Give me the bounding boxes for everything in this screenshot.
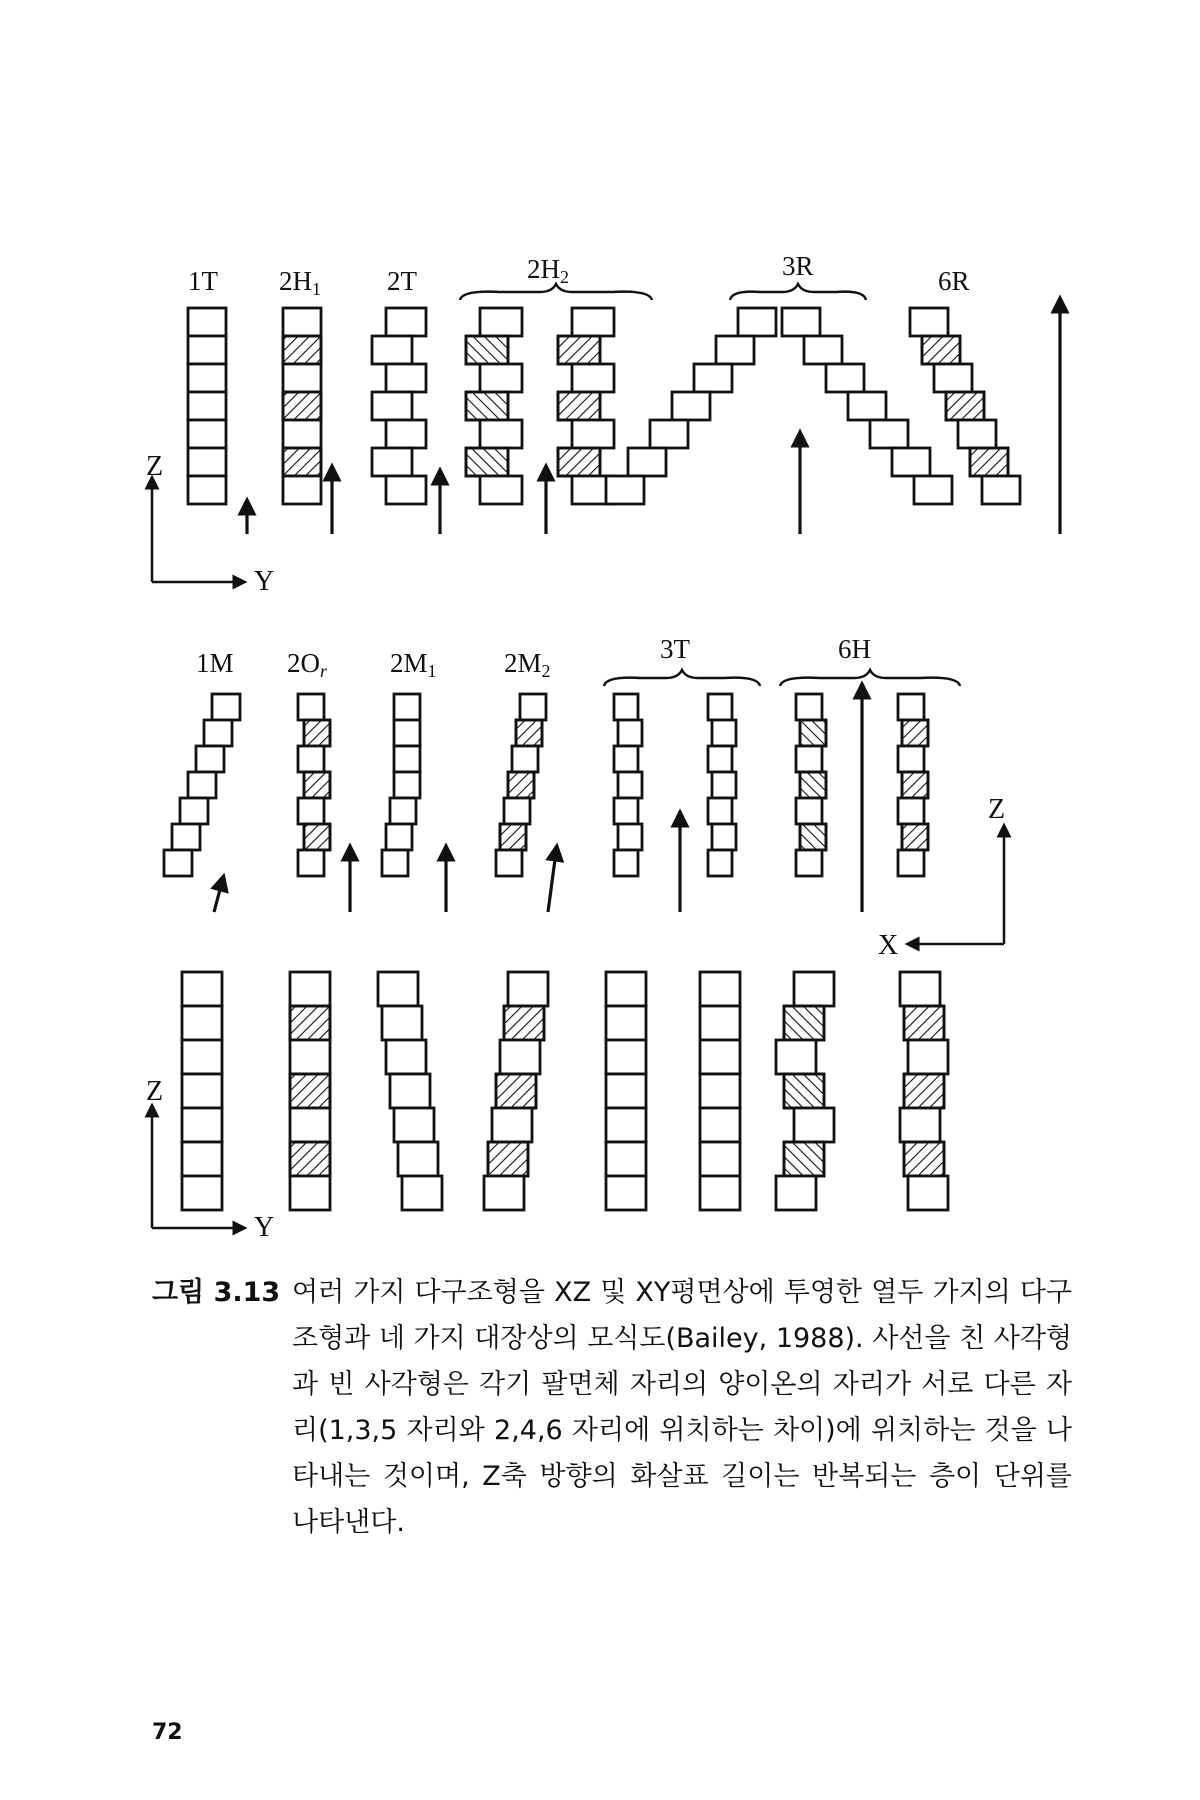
r3-7-box-2: [776, 1040, 816, 1074]
6Hb-box-2: [898, 746, 924, 772]
label-1M: 1M: [196, 648, 234, 678]
3Tb-box-4: [708, 798, 732, 824]
r3-4-box-3-hatch: [496, 1074, 536, 1108]
2H1-box-3-hatch: [283, 392, 321, 420]
r3-4-box-4: [492, 1108, 532, 1142]
r3-8-box-3-hatch: [904, 1074, 944, 1108]
2M1-box-3: [394, 772, 420, 798]
1M-box-0: [212, 694, 240, 720]
r3-6-box-3: [700, 1074, 740, 1108]
r3-8-box-2: [908, 1040, 948, 1074]
2M1-box-5: [386, 824, 412, 850]
r3-2-box-3-hatch: [290, 1074, 330, 1108]
3Rb-box-6: [914, 476, 952, 504]
6Hb-box-3-hatch: [902, 772, 928, 798]
1M-box-6: [164, 850, 192, 876]
r3-6-box-0: [700, 972, 740, 1006]
2H2b-box-2: [572, 364, 614, 392]
r3-1-box-1: [182, 1006, 222, 1040]
2Or-box-2: [298, 746, 324, 772]
r3-3-box-6: [402, 1176, 442, 1210]
r3-5-box-5: [606, 1142, 646, 1176]
6R-box-2: [934, 364, 972, 392]
2H2b-box-5-hatch: [558, 448, 600, 476]
row1-stacks: [188, 308, 1020, 504]
2H1-box-2: [283, 364, 321, 392]
2M1-box-6: [382, 850, 408, 876]
3Tb-box-2: [708, 746, 732, 772]
2T-box-3: [372, 392, 412, 420]
r3-5-box-2: [606, 1040, 646, 1074]
3Ta-box-2: [614, 746, 638, 772]
2T-box-0: [386, 308, 426, 336]
r3-1-box-0: [182, 972, 222, 1006]
3Tb-box-3: [712, 772, 736, 798]
2M1-box-0: [394, 694, 420, 720]
2H1-box-0: [283, 308, 321, 336]
brace-2H2: [460, 284, 652, 300]
2M1-box-4: [390, 798, 416, 824]
row2-stacks: [164, 694, 928, 876]
2M2-box-6: [496, 850, 522, 876]
r3-2-box-2: [290, 1040, 330, 1074]
6Ha-box-1-hatch: [800, 720, 826, 746]
2M2-box-3-hatch: [508, 772, 534, 798]
r3-8-box-1-hatch: [904, 1006, 944, 1040]
r3-3-box-5: [398, 1142, 438, 1176]
r3-2-box-4: [290, 1108, 330, 1142]
r3-3-box-3: [390, 1074, 430, 1108]
1T-box-5: [188, 448, 226, 476]
6Hb-box-0: [898, 694, 924, 720]
r3-1-box-5: [182, 1142, 222, 1176]
3Ta-box-5: [618, 824, 642, 850]
2H1-box-6: [283, 476, 321, 504]
r3-1-box-2: [182, 1040, 222, 1074]
r3-7-box-1-hatch: [784, 1006, 824, 1040]
2Or-box-6: [298, 850, 324, 876]
r3-2-box-5-hatch: [290, 1142, 330, 1176]
2Or-box-1-hatch: [304, 720, 330, 746]
2H2a-box-2: [480, 364, 522, 392]
2Or-box-4: [298, 798, 324, 824]
y-axis-label-row3: Y: [254, 1212, 275, 1243]
2M2-box-0: [520, 694, 546, 720]
arrow-2M2: [548, 852, 556, 912]
r3-1-box-4: [182, 1108, 222, 1142]
1M-box-2: [196, 746, 224, 772]
2H2a-box-4: [480, 420, 522, 448]
2H1-box-1-hatch: [283, 336, 321, 364]
r3-3-box-4: [394, 1108, 434, 1142]
2H2b-box-3-hatch: [558, 392, 600, 420]
2T-box-6: [386, 476, 426, 504]
1T-box-6: [188, 476, 226, 504]
r3-3-box-1: [382, 1006, 422, 1040]
2H2a-box-0: [480, 308, 522, 336]
1M-box-4: [180, 798, 208, 824]
3Rb-box-5: [892, 448, 930, 476]
r3-7-box-3-hatch: [784, 1074, 824, 1108]
row3-stacks: [182, 972, 948, 1210]
6Ha-box-3-hatch: [800, 772, 826, 798]
6Ha-box-6: [796, 850, 822, 876]
3Ra-box-3: [672, 392, 710, 420]
r3-3-box-0: [378, 972, 418, 1006]
6Ha-box-2: [796, 746, 822, 772]
6Ha-box-5-hatch: [800, 824, 826, 850]
r3-2-box-6: [290, 1176, 330, 1210]
z-axis-label-row1: Z: [146, 451, 164, 482]
r3-4-box-0: [508, 972, 548, 1006]
3Rb-box-4: [870, 420, 908, 448]
2H2a-box-6: [480, 476, 522, 504]
1M-box-5: [172, 824, 200, 850]
3Tb-box-0: [708, 694, 732, 720]
3Ra-box-5: [628, 448, 666, 476]
3Ta-box-6: [614, 850, 638, 876]
3Tb-box-6: [708, 850, 732, 876]
2T-box-4: [386, 420, 426, 448]
r3-6-box-2: [700, 1040, 740, 1074]
2H2a-box-3-hatch: [466, 392, 508, 420]
r3-2-box-1-hatch: [290, 1006, 330, 1040]
2H2a-box-5-hatch: [466, 448, 508, 476]
r3-1-box-6: [182, 1176, 222, 1210]
label-6H: 6H: [838, 634, 871, 664]
r3-7-box-5-hatch: [784, 1142, 824, 1176]
r3-4-box-1-hatch: [504, 1006, 544, 1040]
caption-text: 여러 가지 다구조형을 XZ 및 XY평면상에 투영한 열두 가지의 다구조형과 네 가지 대장상의 모식도(Bailey, 1988). 사선을 친 사각형과 빈 사각형은 각기 팔면체 자리의 양이온의 자리가 서로 다른 자리(1,3,5 자리와 2,4,6 자리에 위치하는 차이)에 위치하는 것을 나타내는 것이며, Z축 방향의 화살표 길이는 반복되는 층이 단위를 나타낸다.: [292, 1277, 1072, 1538]
r3-7-box-4: [794, 1108, 834, 1142]
6Ha-box-0: [796, 694, 822, 720]
2H2b-box-0: [572, 308, 614, 336]
r3-4-box-5-hatch: [488, 1142, 528, 1176]
2H1-box-5-hatch: [283, 448, 321, 476]
2M2-box-1-hatch: [516, 720, 542, 746]
label-2T: 2T: [387, 266, 417, 296]
label-6R: 6R: [938, 266, 970, 296]
1T-box-2: [188, 364, 226, 392]
2T-box-2: [386, 364, 426, 392]
r3-5-box-3: [606, 1074, 646, 1108]
r3-5-box-4: [606, 1108, 646, 1142]
y-axis-label-row1: Y: [254, 566, 275, 597]
6Hb-box-5-hatch: [902, 824, 928, 850]
r3-8-box-6: [908, 1176, 948, 1210]
r3-1-box-3: [182, 1074, 222, 1108]
1M-box-3: [188, 772, 216, 798]
label-2M1: 2M1: [390, 648, 437, 681]
3Ta-box-4: [614, 798, 638, 824]
3Ra-box-4: [650, 420, 688, 448]
1M-box-1: [204, 720, 232, 746]
2Or-box-3-hatch: [304, 772, 330, 798]
6R-box-5-hatch: [970, 448, 1008, 476]
label-2H2: 2H2: [527, 254, 569, 287]
3Ra-box-6: [606, 476, 644, 504]
r3-8-box-5-hatch: [904, 1142, 944, 1176]
2H1-box-4: [283, 420, 321, 448]
2M1-box-1: [394, 720, 420, 746]
label-3R: 3R: [782, 251, 814, 281]
label-2Or: 2Or: [287, 648, 328, 681]
r3-5-box-0: [606, 972, 646, 1006]
6Hb-box-4: [898, 798, 924, 824]
1T-box-3: [188, 392, 226, 420]
r3-7-box-0: [794, 972, 834, 1006]
3Ta-box-1: [618, 720, 642, 746]
6Hb-box-1-hatch: [902, 720, 928, 746]
r3-4-box-2: [500, 1040, 540, 1074]
figure-caption: [152, 1270, 1072, 1546]
2Or-box-0: [298, 694, 324, 720]
1T-box-0: [188, 308, 226, 336]
1T-box-1: [188, 336, 226, 364]
arrow-1M: [214, 882, 222, 912]
3Tb-box-1: [712, 720, 736, 746]
r3-2-box-0: [290, 972, 330, 1006]
2M1-box-2: [394, 746, 420, 772]
2H2a-box-1-hatch: [466, 336, 508, 364]
brace-3R: [730, 284, 866, 300]
label-2H1: 2H1: [279, 266, 321, 299]
3Tb-box-5: [712, 824, 736, 850]
r3-3-box-2: [386, 1040, 426, 1074]
2M2-box-2: [512, 746, 538, 772]
r3-7-box-6: [776, 1176, 816, 1210]
6R-box-4: [958, 420, 996, 448]
brace-3T: [604, 670, 760, 686]
label-1T: 1T: [188, 266, 218, 296]
3Ra-box-1: [716, 336, 754, 364]
r3-5-box-6: [606, 1176, 646, 1210]
3Rb-box-1: [804, 336, 842, 364]
2T-box-1: [372, 336, 412, 364]
brace-6H: [780, 670, 960, 686]
2H2b-box-4: [572, 420, 614, 448]
z-axis-label-row3: Z: [146, 1076, 164, 1107]
6R-box-3-hatch: [946, 392, 984, 420]
label-2M2: 2M2: [504, 648, 551, 681]
3Rb-box-3: [848, 392, 886, 420]
z-axis-label-row2: Z: [988, 794, 1006, 825]
3Rb-box-0: [782, 308, 820, 336]
2M2-box-5-hatch: [500, 824, 526, 850]
2T-box-5: [372, 448, 412, 476]
6Hb-box-6: [898, 850, 924, 876]
2Or-box-5-hatch: [304, 824, 330, 850]
2M2-box-4: [504, 798, 530, 824]
3Ta-box-0: [614, 694, 638, 720]
r3-8-box-4: [900, 1108, 940, 1142]
3Ta-box-3: [618, 772, 642, 798]
r3-6-box-6: [700, 1176, 740, 1210]
2H2b-box-1-hatch: [558, 336, 600, 364]
r3-6-box-5: [700, 1142, 740, 1176]
r3-5-box-1: [606, 1006, 646, 1040]
1T-box-4: [188, 420, 226, 448]
6Ha-box-4: [796, 798, 822, 824]
3Ra-box-2: [694, 364, 732, 392]
caption-label: 그림 3.13: [152, 1277, 281, 1308]
3Ra-box-0: [738, 308, 776, 336]
r3-4-box-6: [484, 1176, 524, 1210]
x-axis-label-row2: X: [878, 930, 899, 961]
r3-8-box-0: [900, 972, 940, 1006]
r3-6-box-1: [700, 1006, 740, 1040]
page-number: 72: [152, 1720, 183, 1745]
r3-6-box-4: [700, 1108, 740, 1142]
3Rb-box-2: [826, 364, 864, 392]
6R-box-6: [982, 476, 1020, 504]
6R-box-1-hatch: [922, 336, 960, 364]
label-3T: 3T: [660, 634, 690, 664]
6R-box-0: [910, 308, 948, 336]
